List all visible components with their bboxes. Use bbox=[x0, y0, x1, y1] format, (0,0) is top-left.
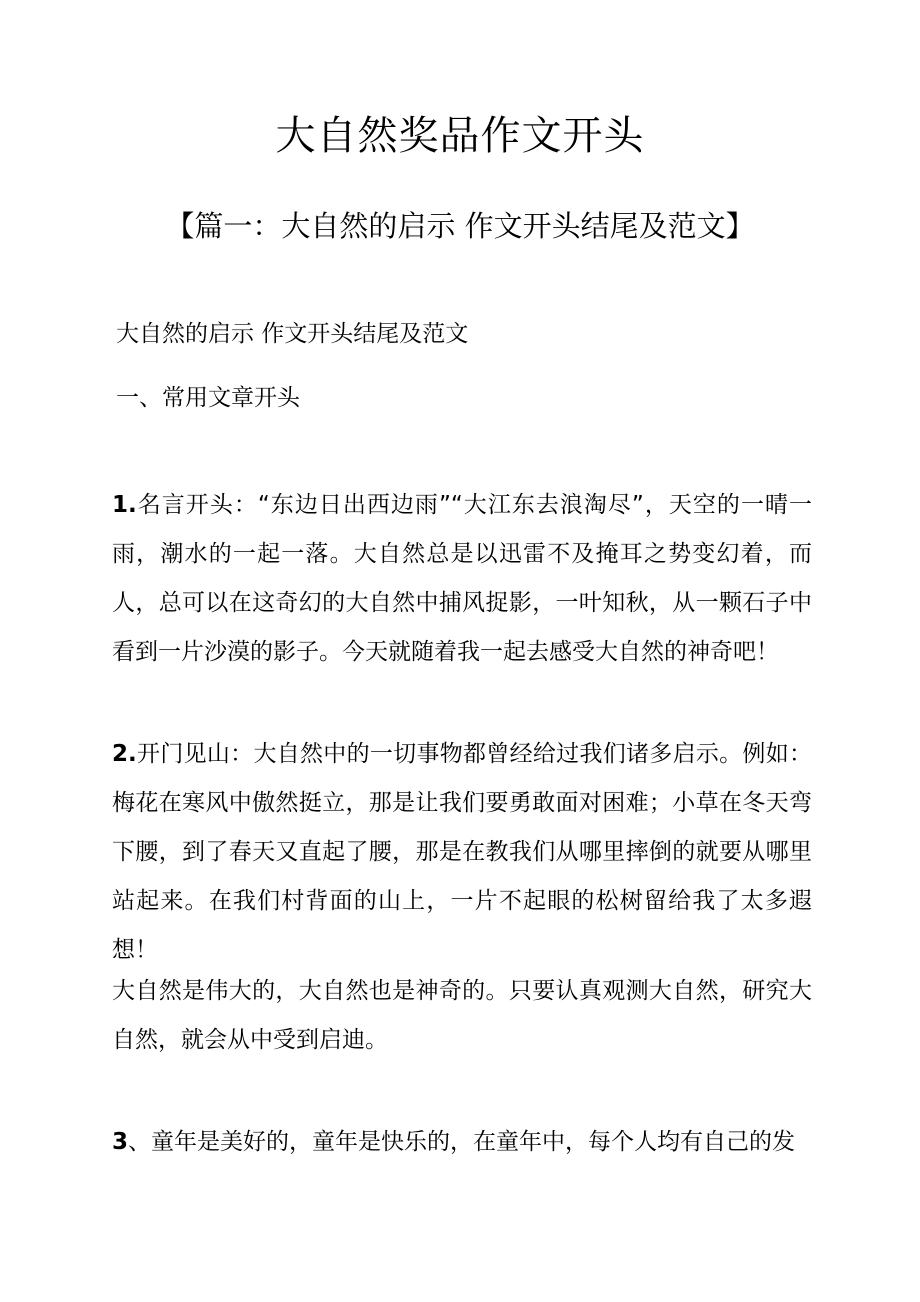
paragraph-4 bbox=[112, 1118, 812, 1167]
paragraph-1-text: 名言开头：“东边日出西边雨”“大江东去浪淘尽”，天空的一晴一雨，潮水的一起一落。大自然总是以迅雷不及掩耳之势变幻着，而人，总可以在这奇幻的大自然中捕风捉影，一叶知秋，从一颗石子中看到一片沙漠的影子。今天就随着我一起去感受大自然的神奇吧！ bbox=[112, 492, 812, 665]
section-heading-topic: 大自然的启示 作文开头结尾及范文 bbox=[116, 321, 469, 347]
section-heading-openings: 一、常用文章开头 bbox=[116, 385, 300, 411]
paragraph-4-text: 、童年是美好的，童年是快乐的，在童年中，每个人均有自己的发 bbox=[128, 1129, 796, 1155]
paragraph-1 bbox=[112, 481, 812, 677]
paragraph-2-number: 2. bbox=[112, 741, 137, 767]
paragraph-1-number: 1. bbox=[112, 492, 137, 518]
paragraph-3 bbox=[112, 967, 812, 1065]
paragraph-3-text: 大自然是伟大的，大自然也是神奇的。只要认真观测大自然，研究大自然，就会从中受到启迪。 bbox=[112, 978, 812, 1053]
paragraph-2-text: 开门见山：大自然中的一切事物都曾经给过我们诸多启示。例如：梅花在寒风中傲然挺立，那是让我们要勇敢面对困难；小草在冬天弯下腰，到了春天又直起了腰，那是在教我们从哪里摔倒的就要从哪里站起来。在我们村背面的山上，一片不起眼的松树留给我了太多遐想！ bbox=[112, 741, 812, 963]
paragraph-2 bbox=[112, 730, 812, 975]
document-subtitle: 【篇一：大自然的启示 作文开头结尾及范文】 bbox=[165, 209, 755, 243]
document-title: 大自然奖品作文开头 bbox=[275, 113, 645, 159]
paragraph-4-number: 3 bbox=[112, 1129, 129, 1155]
